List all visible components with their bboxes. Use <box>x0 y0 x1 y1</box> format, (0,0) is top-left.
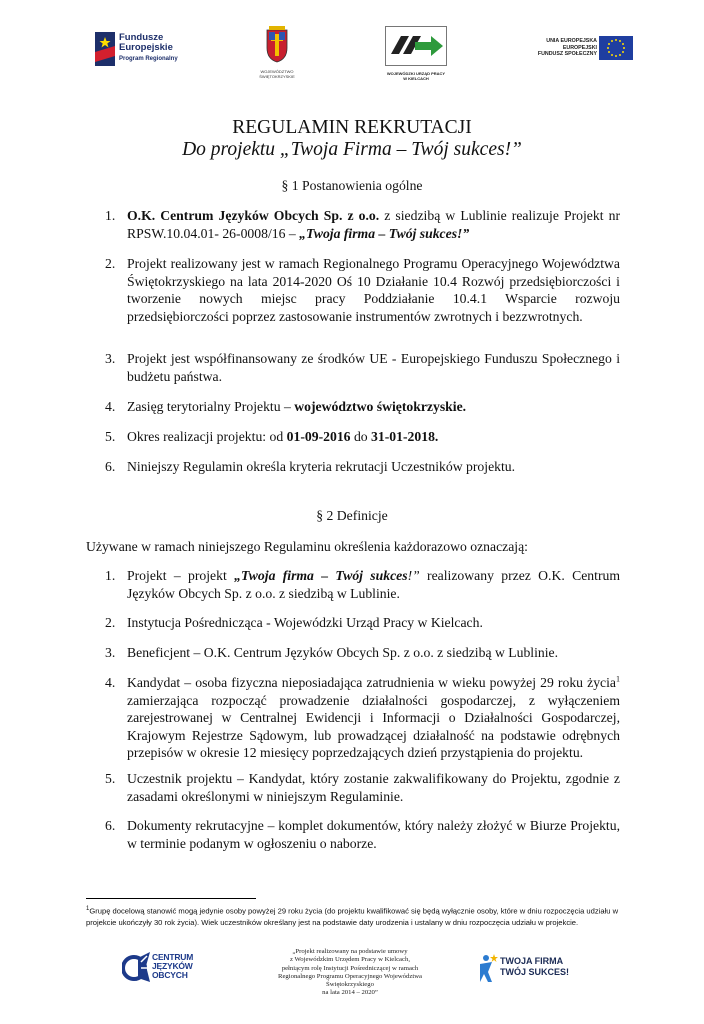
document-subtitle: Do projektu „Twoja Firma – Twój sukces!” <box>182 139 522 160</box>
wup-caption2: W KIELCACH <box>403 76 429 81</box>
footnote-number: 1 <box>86 906 90 912</box>
footer-note: „Projekt realizowany na podstawie umowy z Wojewódzkim Urzędem Pracy w Kielcach, pełniącym rolę Instytucji Pośredniczącej w ramach Regionalnego Programu Operacyjnego Województwa Świętokrzyskiego na lata 2014 – 2020” <box>277 948 422 997</box>
ws-caption1: WOJEWÓDZTWO <box>260 69 294 74</box>
footnote-ref[interactable]: 1 <box>616 674 620 684</box>
ue-line3: FUNDUSZ SPOŁECZNY <box>537 51 597 57</box>
list-item: 1. Projekt – projekt „Twoja firma – Twój sukces!” realizowany przez O.K. Centrum Języków Obcych Sp. z o.o. z siedzibą w Lublinie. <box>105 568 620 601</box>
ws-caption2: ŚWIĘTOKRZYSKIE <box>259 74 295 79</box>
eu-flag-icon <box>599 36 633 60</box>
footnote-divider <box>86 898 256 899</box>
list-item: 4. Zasięg terytorialny Projektu – województwo świętokrzyskie. <box>105 399 467 414</box>
ue-logo <box>535 36 633 64</box>
person-star-icon <box>478 952 498 984</box>
twoja-firma-logo <box>478 952 578 988</box>
list-item: 4. Kandydat – osoba fizyczna nieposiadająca zatrudnienia w wieku powyżej 29 roku życia$^1$ zamierzająca rozpocząć prowadzenie działalności gospodarczej, z wyłączeniem zarejestrowanej w Centralnej Ewidencji i Informacji o Działalności Gospodarczej, Krajowym Rejestrze Sądowym, lub prowadzącej działalność na podstawie odrębnych przepisów w okresie 12 miesięcy poprzedzających dzień przystąpienia do projektu. <box>105 674 620 760</box>
coat-of-arms-icon <box>261 26 293 64</box>
footer <box>0 948 704 1018</box>
ckj-line1: CENTRUM <box>152 952 194 962</box>
list-item: 5. Uczestnik projektu – Kandydat, który zostanie zakwalifikowany do Projektu, zgodnie z zasadami określonymi w niniejszym Regulaminie. <box>105 771 620 804</box>
ckj-line2: JĘZYKÓW <box>152 961 193 971</box>
ok-logo-icon <box>122 952 150 986</box>
ue-line2: EUROPEJSKI <box>562 44 597 51</box>
fe-line3: Program Regionalny <box>119 56 178 62</box>
wojewodztwo-logo <box>254 26 300 80</box>
tf-line2: TWÓJ SUKCES! <box>500 967 570 977</box>
list-item: 3. Projekt jest współfinansowany ze środków UE - Europejskiego Funduszu Społecznego i budżetu państwa. <box>105 351 620 384</box>
ckj-line3: OBCYCH <box>152 970 188 980</box>
section1-heading: § 1 Postanowienia ogólne <box>281 178 423 193</box>
ue-line1: UNIA EUROPEJSKA <box>546 38 597 44</box>
footnote <box>86 904 634 929</box>
list-item: 5. Okres realizacji projektu: od 01-09-2016 do 31-01-2018. <box>105 429 439 444</box>
section2-intro: Używane w ramach niniejszego Regulaminu określenia każdorazowo oznaczają: <box>86 539 528 554</box>
wup-caption1: WOJEWÓDZKI URZĄD PRACY <box>386 71 446 76</box>
tf-line1: TWOJA FIRMA <box>500 956 564 966</box>
footnote-text: Grupę docelową stanowić mogą jedynie osoby powyżej 29 roku życia (do projektu kwalifikować się będą wyłącznie osoby, które w dniu rozpoczęcia udziału w projekcie ukończyły 30 rok życia). Wiek uczestników określany jest na podstawie daty urodzenia i ustalany w dniu rozpoczęcia udziału w projekcie. <box>86 906 619 928</box>
centrum-jezykow-logo <box>122 952 194 988</box>
fundusze-europejskie-logo <box>95 30 195 70</box>
list-item: 6. Niniejszy Regulamin określa kryteria rekrutacji Uczestników projektu. <box>105 459 516 474</box>
wup-arrows-icon <box>385 26 447 66</box>
wup-logo <box>385 26 447 82</box>
list-item: 3. Beneficjent – O.K. Centrum Języków Obcych Sp. z o.o. z siedzibą w Lublinie. <box>105 645 559 660</box>
fe-line1: Fundusze <box>119 32 164 43</box>
list-item: 2. Instytucja Pośrednicząca - Wojewódzki Urząd Pracy w Kielcach. <box>105 615 483 630</box>
list-item: 6. Dokumenty rekrutacyjne – komplet dokumentów, który należy złożyć w Biurze Projektu, w terminie podanym w ogłoszeniu o naborze. <box>105 818 620 851</box>
fe-line2: Europejskie <box>119 42 173 53</box>
document-title: REGULAMIN REKRUTACJI <box>232 117 472 138</box>
header-logos <box>0 26 704 82</box>
fe-star-icon <box>95 32 115 66</box>
list-item: 1. O.K. Centrum Języków Obcych Sp. z o.o. z siedzibą w Lublinie realizuje Projekt nr RPSW.10.04.01- 26-0008/16 – „Twoja firma – Twój sukces!” <box>105 208 621 241</box>
section2-heading: § 2 Definicje <box>316 508 388 523</box>
list-item: 2. Projekt realizowany jest w ramach Regionalnego Programu Operacyjnego Województwa Świętokrzyskiego na lata 2014-2020 Oś 10 Działanie 10.4 Rozwój przedsiębiorczości i tworzenie nowych miejsc pracy Poddziałanie 10.4.1 Wsparcie rozwoju przedsiębiorczości poprzez zastosowanie instrumentów zwrotnych i bezzwrotnych. <box>105 256 620 324</box>
